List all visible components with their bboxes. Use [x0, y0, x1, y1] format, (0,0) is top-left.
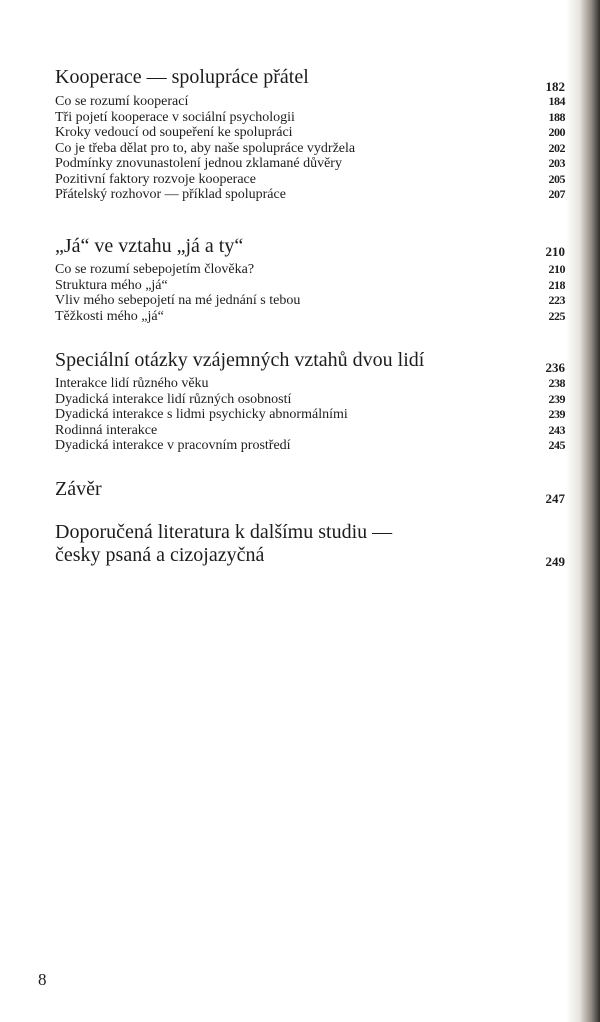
- page-number: 8: [38, 970, 47, 989]
- toc-section-ja: [55, 235, 565, 324]
- toc-section-literatura: [55, 521, 565, 567]
- toc-item: Vliv mého sebepojetí na mé jednání s tebou 223: [55, 293, 565, 308]
- toc-section-kooperace: [55, 66, 565, 203]
- toc-item: Co je třeba dělat pro to, aby naše spolupráce vydržela 202: [55, 140, 565, 156]
- toc-item: Kroky vedoucí od soupeření ke spolupráci 200: [55, 125, 565, 140]
- toc-items: [55, 262, 565, 324]
- toc-items: [55, 94, 565, 203]
- toc-item: Co se rozumí sebepojetím člověka? 210: [55, 262, 565, 277]
- section-title: Speciální otázky vzájemných vztahů dvou lidí: [55, 349, 425, 371]
- toc-section-specialni: [55, 349, 565, 454]
- section-heading: [55, 521, 565, 567]
- toc-item: Dyadická interakce v pracovním prostředí 245: [55, 438, 565, 453]
- toc-items: [55, 376, 565, 454]
- section-page: 236: [545, 360, 565, 375]
- toc-item: Rodinná interakce 243: [55, 422, 565, 438]
- section-page: 249: [545, 554, 565, 569]
- section-heading: [55, 66, 565, 94]
- section-page: 210: [545, 244, 565, 259]
- section-title-line1: Doporučená literatura k dalšímu studiu —: [55, 521, 393, 543]
- toc-item: Přátelský rozhovor — příklad spolupráce 207: [55, 187, 565, 202]
- section-title-line2: česky psaná a cizojazyčná: [55, 544, 265, 566]
- section-heading: [55, 235, 565, 257]
- section-title: „Já“ ve vztahu „já a ty“: [55, 235, 244, 257]
- toc-item: Těžkosti mého „já“ 225: [55, 308, 565, 324]
- toc-item: Co se rozumí kooperací 184: [55, 94, 565, 109]
- toc-item: Interakce lidí různého věku 238: [55, 376, 565, 391]
- toc-item: Podmínky znovunastolení jednou zklamané důvěry 203: [55, 156, 565, 171]
- section-title: Kooperace — spolupráce přátel: [55, 66, 309, 88]
- toc-section-zaver: [55, 478, 565, 506]
- toc-item: Dyadická interakce lidí různých osobností 239: [55, 391, 565, 407]
- section-heading: [55, 478, 565, 506]
- section-title: Závěr: [55, 478, 102, 500]
- section-page: 182: [545, 79, 565, 94]
- page-edge-shadow: [566, 0, 600, 1022]
- toc-item: Dyadická interakce s lidmi psychicky abnormálními 239: [55, 407, 565, 422]
- toc-item: Tři pojetí kooperace v sociální psychologii 188: [55, 109, 565, 125]
- section-heading: [55, 349, 565, 375]
- toc-item: Struktura mého „já“ 218: [55, 277, 565, 293]
- section-page: 247: [545, 491, 565, 506]
- toc-item: Pozitivní faktory rozvoje kooperace 205: [55, 171, 565, 187]
